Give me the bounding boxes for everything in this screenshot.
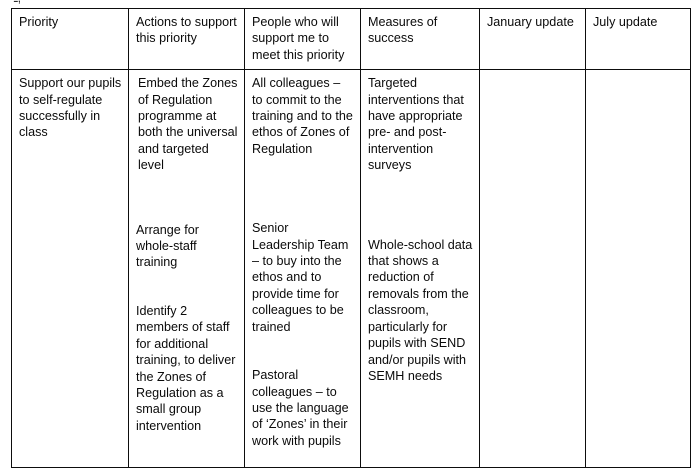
column-header-actions: Actions to support this priority [129, 9, 245, 70]
clipped-top-text-fragment [14, 0, 21, 5]
spacer [368, 174, 473, 237]
spacer [136, 271, 238, 303]
column-header-july-update: July update [586, 9, 691, 70]
action-item-3: Identify 2 members of staff for additional training, to deliver the Zones of Regulation as a small group intervention [136, 303, 236, 433]
priority-action-plan-table [11, 8, 691, 468]
cell-actions [129, 70, 245, 468]
spacer [136, 174, 238, 222]
table-row [12, 70, 691, 468]
priority-text: Support our pupils to self-regulate successfully in class [19, 76, 122, 140]
cell-july-update[interactable] [586, 70, 691, 468]
table-container [11, 8, 690, 468]
action-item-2: Arrange for whole-staff training [136, 222, 199, 270]
column-header-people: People who will support me to meet this priority [245, 9, 361, 70]
measure-item-2: Whole-school data that shows a reduction of removals from the classroom, particularly for pupils with SEND and/or pupils with SEMH needs [368, 237, 473, 383]
action-item-1: Embed the Zones of Regulation programme at both the universal and targeted level [138, 76, 238, 173]
column-header-january-update: January update [480, 9, 586, 70]
measure-item-1: Targeted interventions that have appropriate pre- and post-intervention surveys [368, 76, 464, 173]
column-header-measures: Measures of success [361, 9, 480, 70]
spacer [252, 335, 354, 367]
cell-people [245, 70, 361, 468]
cell-measures [361, 70, 480, 468]
cell-january-update[interactable] [480, 70, 586, 468]
spacer [252, 157, 354, 220]
people-item-1: All colleagues – to commit to the training and to the ethos of Zones of Regulation [252, 76, 353, 156]
cell-priority [12, 70, 129, 468]
column-header-priority: Priority [12, 9, 129, 70]
people-item-3: Pastoral colleagues – to use the language of ‘Zones’ in their work with pupils [252, 368, 349, 448]
table-header-row [12, 9, 691, 70]
people-item-2: Senior Leadership Team – to buy into the ethos and to provide time for colleagues to be trained [252, 221, 349, 334]
